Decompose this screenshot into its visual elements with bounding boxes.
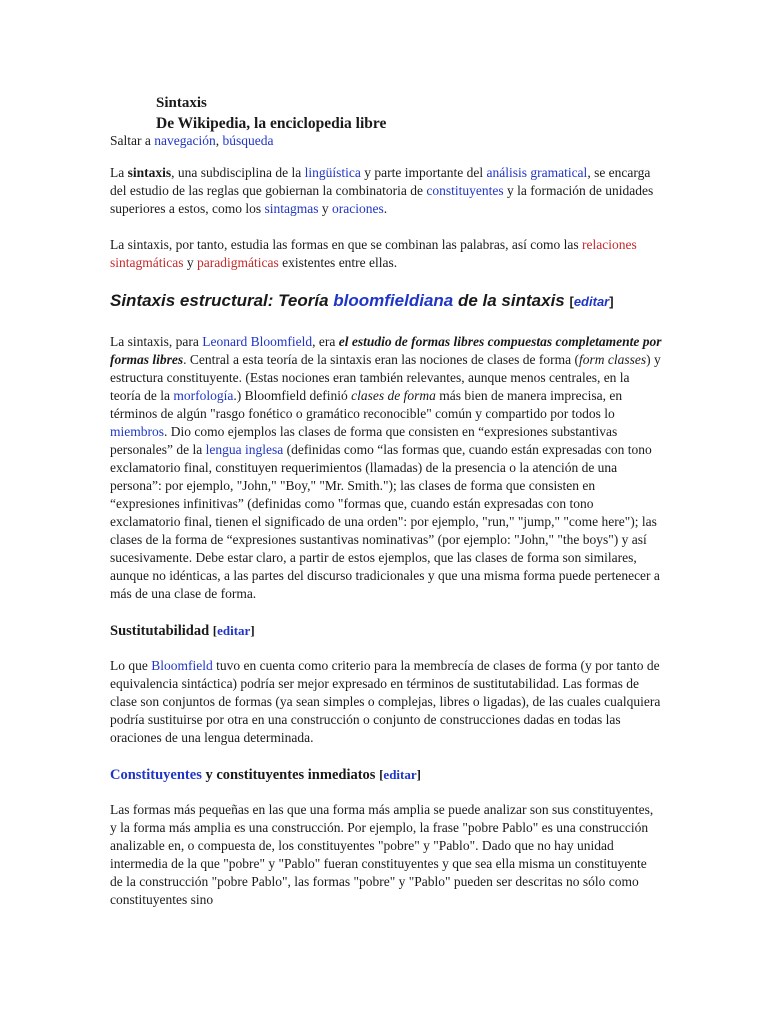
section-heading-constituyentes [110, 765, 662, 785]
text-run: y [318, 201, 332, 216]
edit-section-group [379, 767, 421, 782]
text-run: y la formación de unidades superiores a estos, como los [110, 183, 654, 216]
link-leonard-bloomfield[interactable]: Leonard Bloomfield [202, 334, 313, 349]
bold-term-sintaxis: sintaxis [127, 165, 172, 180]
skip-separator: , [215, 133, 223, 148]
heading-text: y constituyentes inmediatos [201, 767, 380, 783]
text-run: , era [312, 334, 339, 349]
section3-paragraph: Las formas más pequeñas en las que una forma más amplia se puede analizar son sus constituyentes, y la forma más amplia es una construcción. Por ejemplo, la frase "pobre Pablo" es una construcción analizable en, o compuesta de, los constituyentes "pobre" y "Pablo". Dado que no hay unidad intermedia de la que "pobre" y "Pablo" fueran constituyentes y que sea ella misma un constituyente de la construcción "pobre Pablo", las formas "pobre" y "Pablo" pueden ser descritas no sólo como constituyentes sino [110, 802, 654, 907]
text-run: tuvo en cuenta como criterio para la membrecía de clases de forma (y por tanto de equivalencia sintáctica) podría ser mejor expresado en términos de sustitutabilidad. Las formas de clase son conjuntos de formas (ya sean simples o complejas, libres o ligadas), de las cuales cualquiera podría sustituirse por otra en una construcción o conjunto de construcciones dadas en todas las oraciones de una lengua determinada. [110, 658, 661, 745]
text-run: ) y estructura constituyente. (Estas nociones eran también relevantes, aunque menos centrales, en la teoría de la [110, 352, 661, 403]
text-run: . Central a esta teoría de la sintaxis eran las nociones de clases de forma ( [183, 352, 579, 367]
text-run: La sintaxis, por tanto, estudia las formas en que se combinan las palabras, así como las [110, 237, 582, 252]
link-morfologia[interactable]: morfología [173, 388, 234, 403]
text-run: La sintaxis, para [110, 334, 203, 349]
title-block [156, 93, 386, 135]
section2-paragraph [110, 657, 662, 747]
bracket: ] [609, 294, 614, 309]
intro-paragraph-1 [110, 164, 662, 218]
search-link[interactable]: búsqueda [222, 133, 274, 148]
text-run: (definidas como “las formas que, cuando están expresadas con tono exclamatorio final, constituyen requerimientos (llamadas) de la presencia o la atención de una persona”: por ejemplo, "John," "Boy," "Mr. Smith."); las clases de forma que consisten en “expresiones infinitivas” (definidas como "formas que, cuando están expresadas con tono exclamatorio final, tienen el significado de una orden": por ejemplo, "run," "jump," "come here"); las clases de la forma de “expresiones sustantivas nominativas” (por ejemplo: "John," "the boys") y así sucesivamente. Debe estar claro, a partir de estos ejemplos, que las clases de forma son similares, aunque no idénticas, a las partes del discurso tradicionales y que una misma forma puede pertenecer a más de una clase de forma. [110, 442, 660, 601]
text-run: . [383, 201, 388, 216]
text-run: más bien de manera imprecisa, en términos de algún "rasgo fonético o gramático reconocible" común y compartido por todos lo [110, 388, 623, 421]
text-run: .) Bloomfield definió [233, 388, 352, 403]
bracket: [ [569, 294, 574, 309]
section-heading-sustitutabilidad [110, 621, 662, 641]
article-body [110, 132, 662, 927]
edit-section-group [213, 623, 255, 638]
edit-link[interactable]: editar [383, 767, 417, 782]
bracket: [ [212, 623, 218, 638]
link-bloomfieldiana[interactable]: bloomfieldiana [333, 291, 454, 310]
link-lengua-inglesa[interactable]: lengua inglesa [205, 442, 284, 457]
page-subtitle: De Wikipedia, la enciclopedia libre [156, 115, 387, 132]
edit-link[interactable]: editar [217, 623, 251, 638]
text-run: . Dio como ejemplos las clases de forma que consisten en “expresiones substantivas personales” de la [110, 424, 618, 457]
heading-text: Sustitutabilidad [110, 623, 213, 639]
text-run: y parte importante del [360, 165, 487, 180]
bold-italic-definition: el estudio de formas libres compuestas completamente por formas libres [110, 334, 662, 367]
skip-prefix: Saltar a [110, 133, 155, 148]
skip-links [110, 132, 662, 150]
text-run: y [183, 255, 197, 270]
bracket: ] [416, 767, 421, 782]
link-oraciones[interactable]: oraciones [331, 201, 384, 216]
link-constituyentes-heading[interactable]: Constituyentes [110, 767, 202, 783]
italic-term: form classes [579, 352, 647, 367]
text-run: , una subdisciplina de la [171, 165, 305, 180]
link-relaciones-sintagmaticas[interactable]: relaciones sintagmáticas [110, 237, 637, 270]
navigation-link[interactable]: navegación [154, 133, 216, 148]
section1-paragraph [110, 333, 662, 603]
section-heading-sintaxis-estructural [110, 290, 662, 313]
link-linguistica[interactable]: lingüística [304, 165, 361, 180]
text-run: Lo que [110, 658, 152, 673]
text-run: existentes entre ellas. [278, 255, 398, 270]
bracket: [ [379, 767, 384, 782]
edit-section-group [569, 294, 613, 309]
link-sintagmas[interactable]: sintagmas [264, 201, 319, 216]
edit-link[interactable]: editar [573, 294, 610, 309]
link-miembros[interactable]: miembros [110, 424, 164, 439]
link-constituyentes[interactable]: constituyentes [426, 183, 504, 198]
page-title: Sintaxis [156, 95, 207, 111]
heading-text: Sintaxis estructural: Teoría [110, 291, 334, 310]
text-run: La [110, 165, 128, 180]
italic-term: clases de forma [351, 388, 436, 403]
link-bloomfield[interactable]: Bloomfield [151, 658, 213, 673]
intro-paragraph-2 [110, 236, 662, 272]
heading-text: de la sintaxis [453, 291, 570, 310]
link-paradigmaticas[interactable]: paradigmáticas [196, 255, 279, 270]
bracket: ] [250, 623, 255, 638]
text-run: , se encarga del estudio de las reglas que gobiernan la combinatoria de [110, 165, 651, 198]
link-analisis-gramatical[interactable]: análisis gramatical [486, 165, 588, 180]
